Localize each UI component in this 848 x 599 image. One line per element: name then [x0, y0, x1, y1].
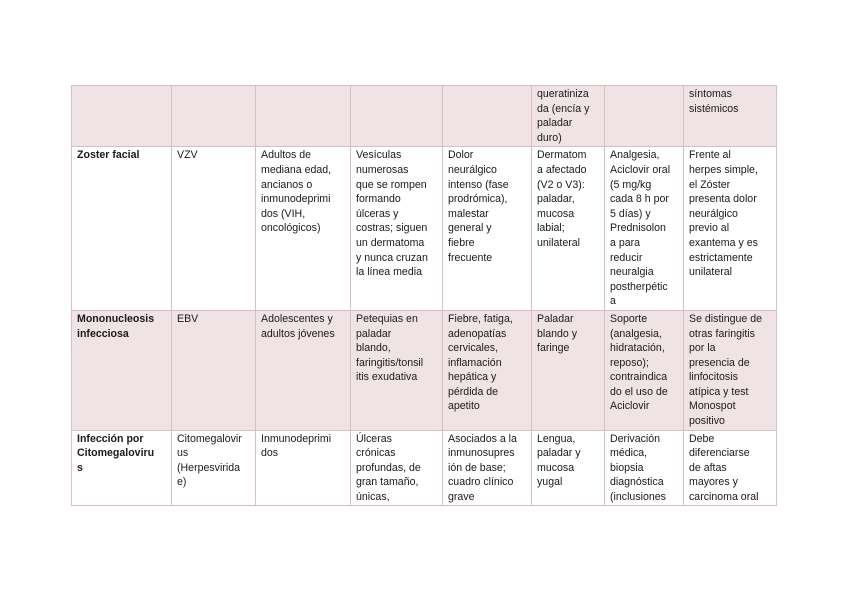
cell-disease — [72, 430, 172, 505]
cell-text: Derivación médica, biopsia diagnóstica (inclusiones — [610, 432, 666, 504]
cell-text: Úlceras crónicas profundas, de gran tamaño, únicas, — [356, 432, 421, 504]
cell-lesions — [351, 86, 443, 147]
cell-agent: VZV — [172, 147, 256, 311]
table-row-cmv — [72, 430, 777, 505]
cell-lesions: Vesículas numerosas que se rompen formando úlceras y costras; siguen un dermatoma y nunca cruzan la línea media — [351, 147, 443, 311]
cell-location: Dermatom a afectado (V2 o V3): paladar, mucosa labial; unilateral — [532, 147, 605, 311]
cell-text: Asociados a la inmunosupres ión de base; cuadro clínico grave — [448, 432, 517, 504]
cell-treatment: Soporte (analgesia, hidratación, reposo); contraindica do el uso de Aciclovir — [605, 310, 684, 430]
cell-differential — [684, 430, 777, 505]
cell-treatment — [605, 86, 684, 147]
cell-disease: Mononucleosis infecciosa — [72, 310, 172, 430]
cell-population: Adultos de mediana edad, ancianos o inmunodeprimi dos (VIH, oncológicos) — [256, 147, 351, 311]
cell-population — [256, 86, 351, 147]
cell-text: Citomegalovir us (Herpesvirida e) — [177, 432, 242, 489]
cell-disease: Zoster facial — [72, 147, 172, 311]
cell-symptoms: Dolor neurálgico intenso (fase prodrómica), malestar general y fiebre frecuente — [443, 147, 532, 311]
cell-location — [532, 430, 605, 505]
cell-text: Debe diferenciarse de aftas mayores y carcinoma oral — [689, 432, 759, 504]
cell-symptoms — [443, 430, 532, 505]
cell-text: Infección por Citomegaloviru s — [77, 432, 155, 474]
cell-symptoms — [443, 86, 532, 147]
cell-text: Inmunodeprimi dos — [261, 432, 332, 460]
cell-text: Lengua, paladar y mucosa yugal — [537, 432, 581, 489]
cell-differential: Se distingue de otras faringitis por la presencia de linfocitosis atípica y test Monospot positivo — [684, 310, 777, 430]
table-row-continuation — [72, 86, 777, 147]
cell-location: queratiniza da (encía y paladar duro) — [532, 86, 605, 147]
cell-treatment — [605, 430, 684, 505]
cell-differential: síntomas sistémicos — [684, 86, 777, 147]
cell-lesions: Petequias en paladar blando, faringitis/tonsil itis exudativa — [351, 310, 443, 430]
cell-agent — [172, 430, 256, 505]
cell-agent — [172, 86, 256, 147]
cell-lesions — [351, 430, 443, 505]
table-row-zoster — [72, 147, 777, 311]
cell-population — [256, 430, 351, 505]
cell-location: Paladar blando y faringe — [532, 310, 605, 430]
cell-differential: Frente al herpes simple, el Zóster presenta dolor neurálgico previo al exantema y es estrictamente unilateral — [684, 147, 777, 311]
cell-disease — [72, 86, 172, 147]
cell-population: Adolescentes y adultos jóvenes — [256, 310, 351, 430]
table-row-mononucleosis — [72, 310, 777, 430]
cell-treatment: Analgesia, Aciclovir oral (5 mg/kg cada 8 h por 5 días) y Prednisolon a para reducir neuralgia postherpétic a — [605, 147, 684, 311]
cell-agent: EBV — [172, 310, 256, 430]
clinical-table — [71, 85, 777, 506]
cell-symptoms: Fiebre, fatiga, adenopatías cervicales, inflamación hepática y pérdida de apetito — [443, 310, 532, 430]
